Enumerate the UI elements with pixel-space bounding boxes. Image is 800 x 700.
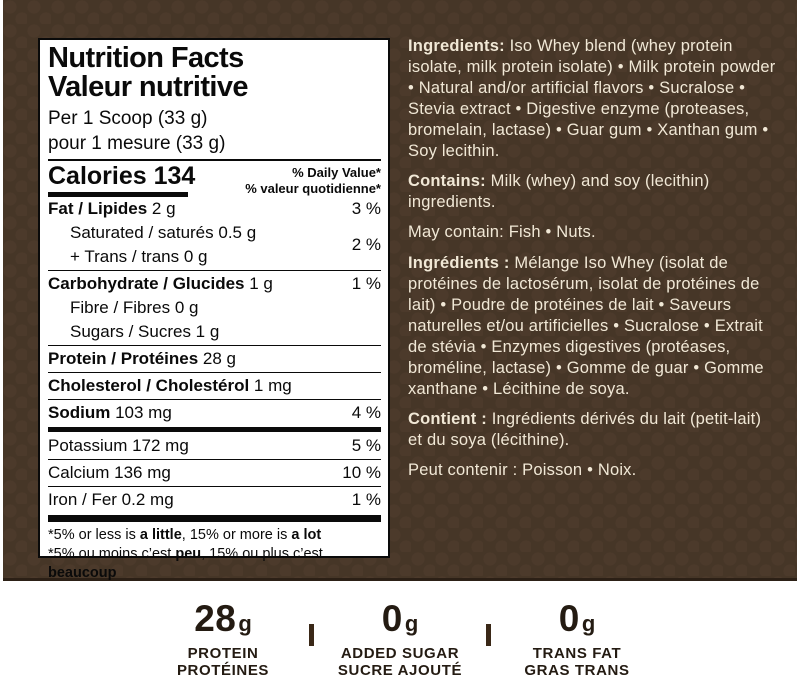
separator [48,159,381,161]
row-sugars: Sugars / Sucres 1 g [70,322,220,341]
sodium-daily-value: 4 % [351,403,381,422]
carbohydrate-daily-value: 1 % [351,274,381,293]
may-contain-fr: Peut contenir : Poisson • Noix. [408,461,637,479]
protein-label-fr: PROTÉINES [176,662,270,679]
serving-size-fr: pour 1 mesure (33 g) [48,133,226,154]
row-cholesterol: Cholesterol / Cholestérol 1 mg [48,376,292,395]
added-sugar-grams: 0 [381,598,403,639]
thick-separator-bar [48,515,381,522]
separator [48,372,381,373]
separator [48,459,381,460]
stat-trans-fat: 0g TRANS FAT GRAS TRANS [501,602,653,679]
footnote-fr: *5% ou moins c’est peu, 15% ou plus c’est beaucoup [48,546,323,581]
ingredients-panel [408,36,776,491]
thick-separator-bar [48,427,381,432]
fat-daily-value: 3 % [351,199,381,218]
separator [48,345,381,346]
daily-value-header-fr: % valeur quotidienne* [245,181,381,196]
separator [48,399,381,400]
nutrition-title-en: Nutrition Facts [48,42,244,74]
potassium-daily-value: 5 % [351,436,381,455]
calories-value-block [48,163,195,197]
stat-divider [309,624,314,646]
stat-divider [486,624,491,646]
contains-en: Contains: Milk (whey) and soy (lecithin) ingredients. [408,172,710,211]
daily-value-header-en: % Daily Value* [292,165,381,180]
row-fibre: Fibre / Fibres 0 g [70,298,199,317]
macro-stats-bar [0,584,800,700]
iron-daily-value: 1 % [351,490,381,509]
ingredients-en: Ingredients: Iso Whey blend (whey protein isolate, milk protein isolate) • Milk protein powder • Natural and/or artificial flavors • Sucralose • Stevia extract • Digestive enzyme (proteases, bromelain, lactase) • Guar gum • Xanthan gum • Soy lecithin. [408,37,776,160]
footnote-en: *5% or less is a little, 15% or more is a lot [48,527,322,543]
protein-label-en: PROTEIN [187,645,259,662]
separator [48,486,381,487]
calories-row [48,163,381,197]
may-contain-en: May contain: Fish • Nuts. [408,223,596,241]
calcium-daily-value: 10 % [342,463,381,482]
added-sugar-label-fr: SUCRE AJOUTÉ [337,662,463,679]
ingredients-fr: Ingrédients : Mélange Iso Whey (isolat de protéines de lactosérum, isolat de protéines de lait) • Poudre de protéines de lait • Saveurs naturelles et/ou artificielles • Sucralose • Extrait de stévia • Enzymes digestives (protéases, broméline, lactase) • Gomme de guar • Gomme xanthane • Lécithine de soya. [408,254,764,398]
nutrition-title-fr: Valeur nutritive [48,71,248,103]
protein-grams: 28 [194,598,237,639]
nutrition-facts-panel [38,38,390,581]
row-potassium: Potassium 172 mg 5 % [48,434,381,458]
trans-fat-label-en: TRANS FAT [532,645,622,662]
serving-size-en: Per 1 Scoop (33 g) [48,108,208,129]
row-sodium: Sodium 103 mg 4 % [48,401,381,425]
row-calcium: Calcium 136 mg 10 % [48,461,381,485]
row-trans: + Trans / trans 0 g [70,247,208,266]
row-carbohydrate: Carbohydrate / Glucides 1 g 1 % [48,272,381,296]
stat-added-sugar: 0g ADDED SUGAR SUCRE AJOUTÉ [324,602,476,679]
row-saturated: Saturated / saturés 0.5 g [70,223,257,242]
stat-protein: 28g PROTEIN PROTÉINES [147,602,299,679]
trans-fat-label-fr: GRAS TRANS [524,662,630,679]
row-iron: Iron / Fer 0.2 mg 1 % [48,488,381,512]
daily-value-header [245,163,381,197]
contains-fr: Contient : Ingrédients dérivés du lait (petit-lait) et du soya (lécithine). [408,410,762,449]
separator [48,270,381,271]
row-saturated-trans [48,221,381,269]
saturated-trans-daily-value: 2 % [351,235,381,254]
calories-value: 134 [153,162,196,190]
row-protein: Protein / Protéines 28 g [48,349,237,368]
row-fat: Fat / Lipides 2 g 3 % [48,197,381,221]
added-sugar-label-en: ADDED SUGAR [340,645,460,662]
calories-label: Calories [48,162,147,190]
trans-fat-grams: 0 [558,598,580,639]
